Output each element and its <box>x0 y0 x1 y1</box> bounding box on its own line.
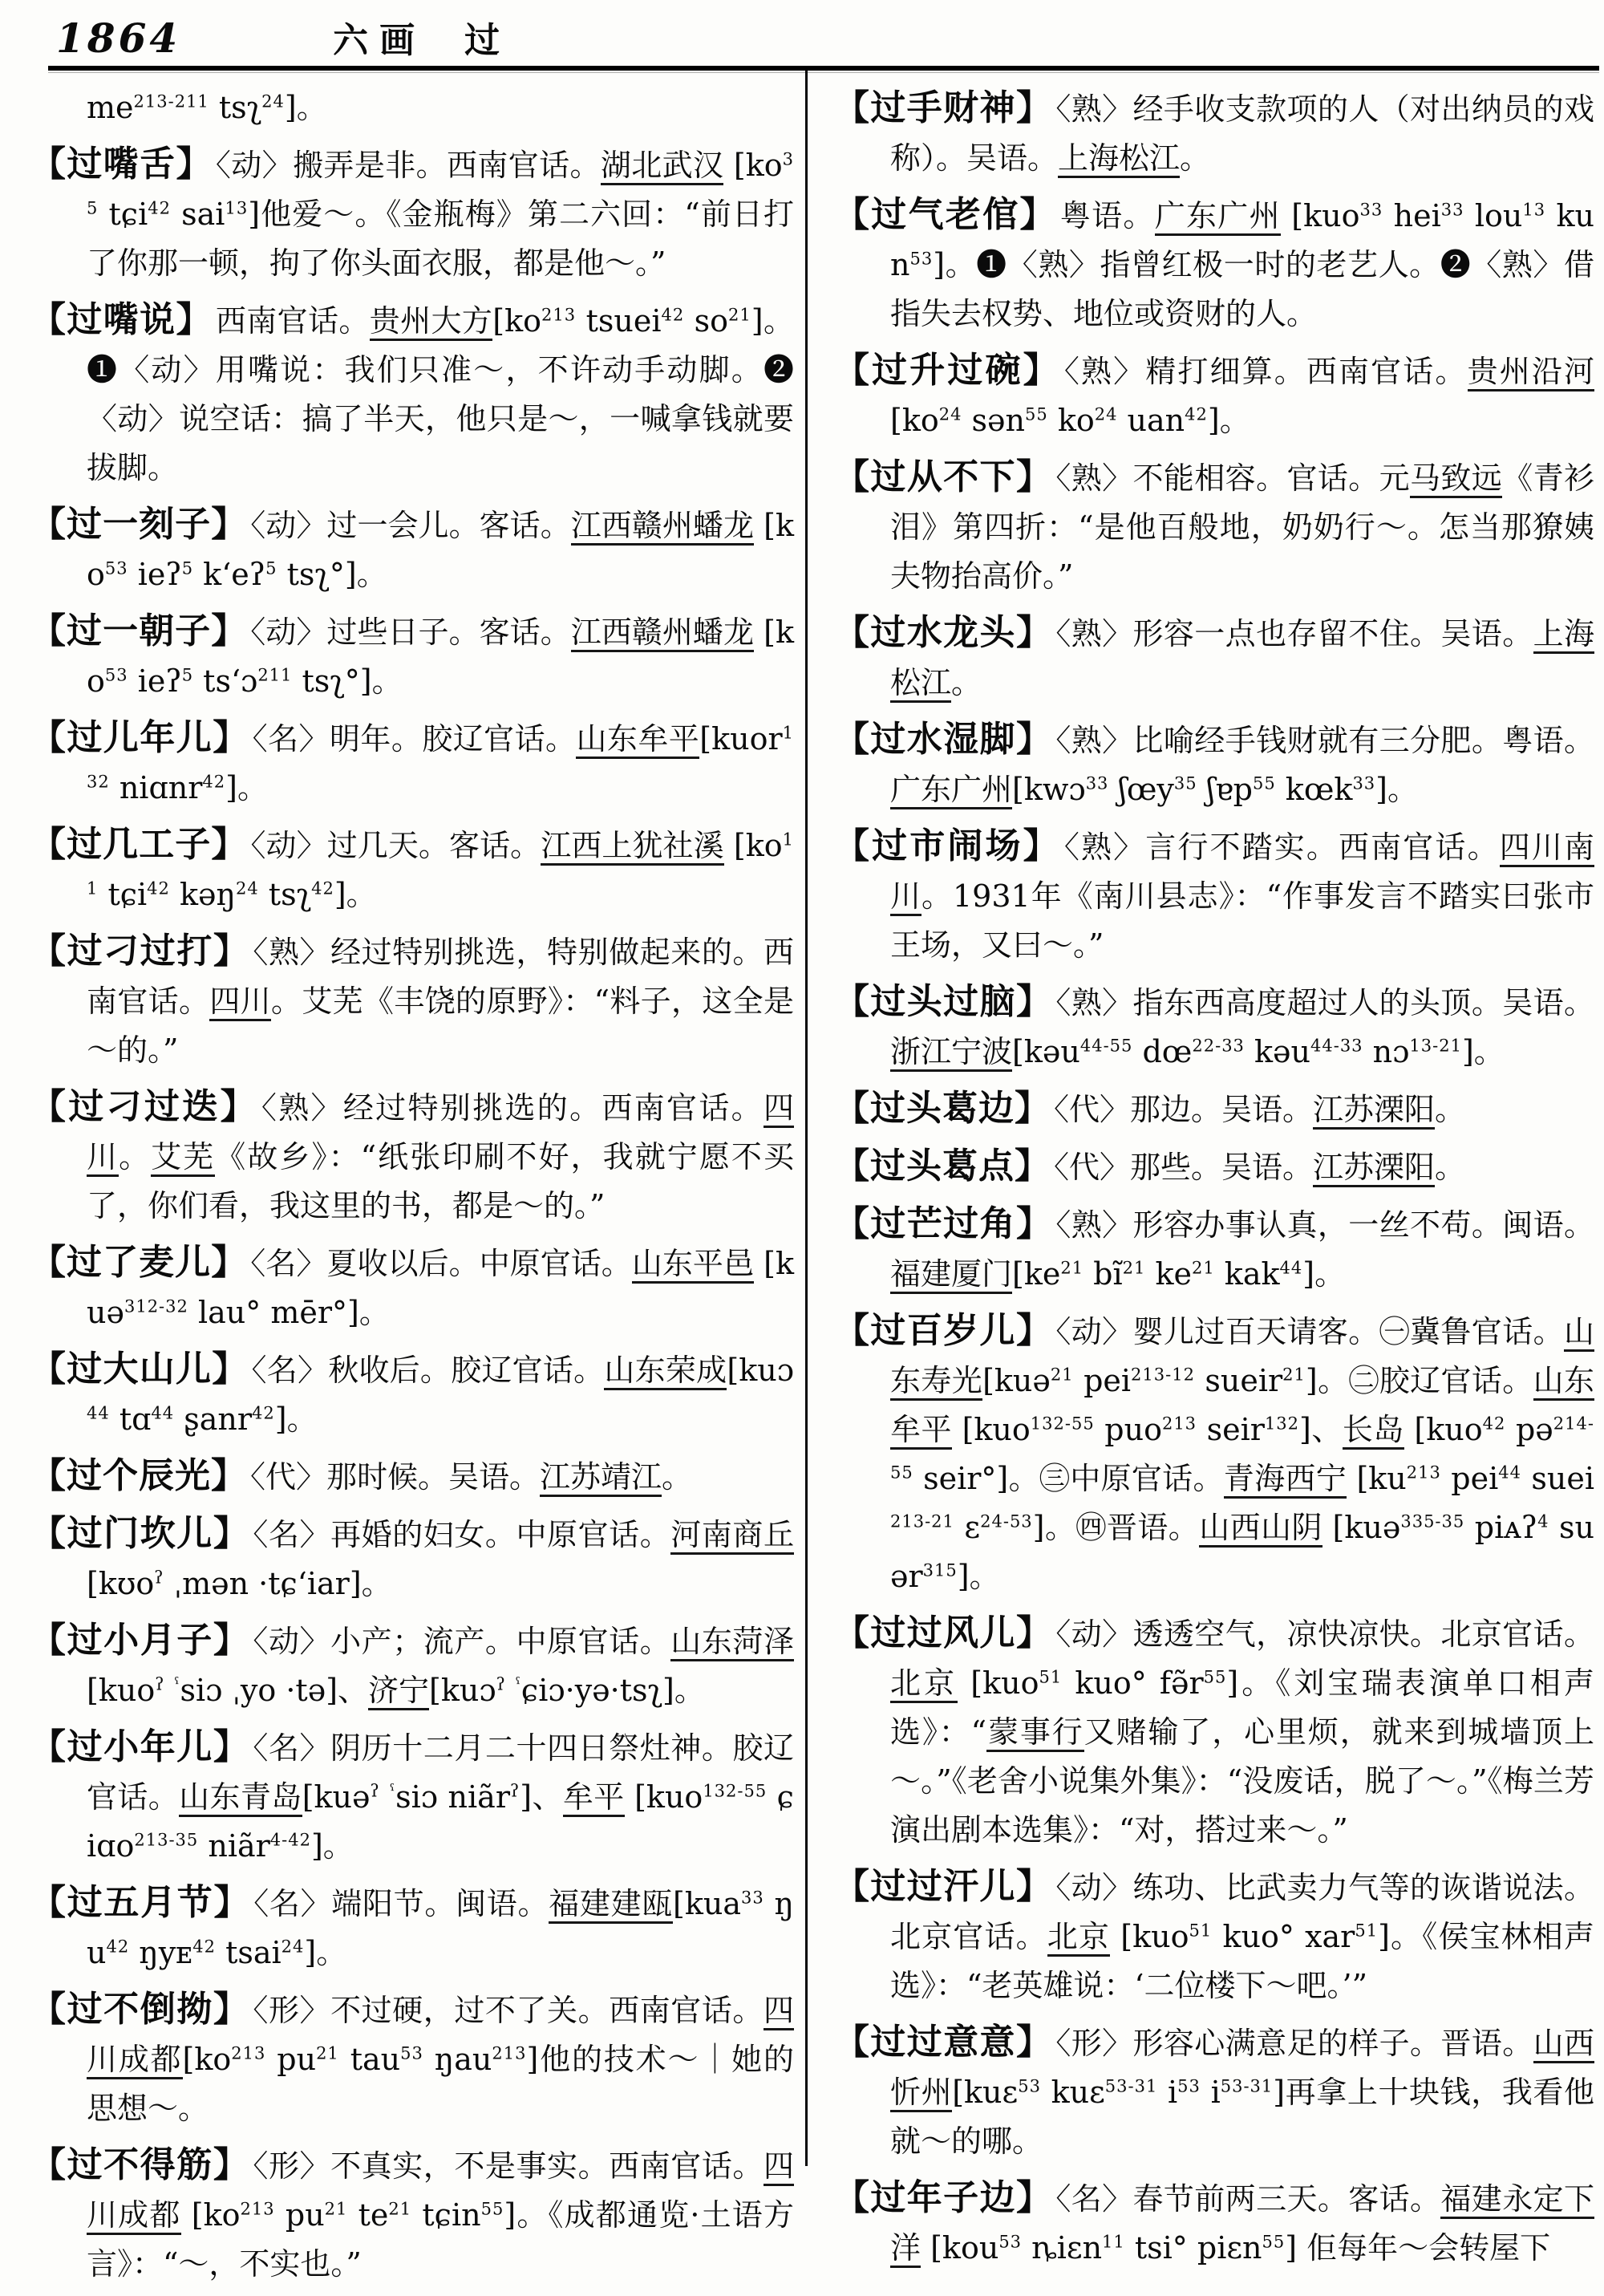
dictionary-entry <box>30 500 794 599</box>
entry-headword: 【过嘴说】 <box>30 299 213 340</box>
entry-headword: 【过水湿脚】 <box>834 719 1053 760</box>
entry-body: 〈代〉那些。吴语。江苏溧阳。 <box>1054 1150 1465 1187</box>
entry-body: 〈名〉春节前两三天。客话。福建永定下洋 [kou$^{53}$ ȵiɛn$^{11}$ tsi° piɛn$^{55}$] 佢每年～会转屋下 <box>890 2181 1594 2266</box>
tone-superscript: 213-211 <box>133 91 209 112</box>
dictionary-entry <box>30 1451 794 1502</box>
entry-body: 〈名〉端阳节。闽语。福建建瓯[kua$^{33}$ $ŋu^{42}$ ŋyᴇ$^{42}$ tsai$^{24}$]。 <box>87 1886 794 1970</box>
proper-noun-underline: 山东青岛 <box>179 1779 302 1817</box>
tone-superscript: 4 <box>1537 1511 1549 1531</box>
page-number: 1864 <box>56 14 181 62</box>
proper-noun-underline: 四川南川 <box>890 830 1594 916</box>
tone-superscript: 55 <box>1025 404 1048 424</box>
entry-body: 〈代〉那边。吴语。江苏溧阳。 <box>1054 1092 1465 1130</box>
proper-noun-underline: 四川成都 <box>87 1993 794 2079</box>
proper-noun-underline: 江苏靖江 <box>540 1459 662 1497</box>
tone-superscript: 213 <box>1406 1462 1441 1483</box>
tone-superscript: 33 <box>1359 200 1383 220</box>
proper-noun-underline: 四川 <box>87 1090 794 1177</box>
section-label: 六画 <box>333 20 427 61</box>
entry-body: 〈动〉过些日子。客话。江西赣州蟠龙 [$ko^{53}$ ieʔ$^5$ ts‘ɔ$^{211}$ tsʅ°]。 <box>87 615 794 699</box>
tone-superscript: 42 <box>106 1937 130 1957</box>
tone-superscript: 53 <box>1177 2076 1201 2096</box>
proper-noun-underline: 山东平邑 <box>632 1246 754 1284</box>
entry-body: 〈名〉再婚的妇女。中原官话。河南商丘 [kʊo$^ʔ$ ˌmən ·tɕ‘iar]。 <box>87 1517 794 1601</box>
tone-superscript: 21 <box>1191 1258 1215 1278</box>
tone-superscript: 53 <box>104 665 128 685</box>
tone-superscript: 132 <box>87 723 794 792</box>
dictionary-entry <box>30 606 794 706</box>
entry-headword: 【过过风儿】 <box>834 1612 1053 1653</box>
tone-superscript: 213 <box>231 2043 266 2063</box>
entry-body: 〈名〉明年。胶辽官话。山东牟平[kuor$^{132}$ niɑnr$^{42}$]。 <box>87 721 794 805</box>
dictionary-entry <box>834 1608 1594 1855</box>
tone-superscript: ˤ <box>516 1674 521 1694</box>
proper-noun-underline: 长岛 <box>1343 1412 1404 1450</box>
tone-superscript: 53 <box>909 249 934 269</box>
tone-superscript: 132 <box>1264 1414 1300 1434</box>
entry-body: 〈名〉夏收以后。中原官话。山东平邑 [kuə$^{312-32}$ lau° mēr°]。 <box>87 1246 794 1330</box>
tone-superscript: 21 <box>324 2199 348 2219</box>
left-column <box>30 83 794 2296</box>
dictionary-entry <box>30 1616 794 1715</box>
tone-superscript: 24-53 <box>980 1511 1033 1531</box>
tone-superscript: 5 <box>181 558 194 578</box>
dictionary-entry <box>834 977 1594 1077</box>
dictionary-entry <box>834 83 1594 183</box>
entry-headword: 【过气老倌】 <box>834 194 1057 235</box>
entry-headword: 【过大山儿】 <box>30 1349 249 1389</box>
tone-superscript: 213-35 <box>134 1830 199 1850</box>
tone-superscript: 55 <box>1252 773 1276 793</box>
entry-headword: 【过从不下】 <box>834 456 1053 497</box>
proper-noun-underline: 山东牟平 <box>890 1363 1594 1450</box>
entry-body: 〈动〉搬弄是非。西南官话。湖北武汉 [$ko^{35}$ tɕi$^{42}$ sai$^{13}$]他爱～。《金瓶梅》第二六回：“前日打了你那一顿，拘了你头面衣服，都是他～。” <box>87 148 794 281</box>
dictionary-entry <box>834 1199 1594 1299</box>
tone-superscript: 53-31 <box>1104 2076 1158 2096</box>
tone-superscript: 55 <box>1262 2232 1286 2252</box>
proper-noun-underline: 青海西宁 <box>1224 1461 1347 1499</box>
entry-headword: 【过了麦儿】 <box>30 1242 248 1283</box>
entry-body: 〈熟〉比喻经手钱财就有三分肥。粤语。广东广州[kwɔ$^{33}$ ʃœy$^{35}$ ʃɐp$^{55}$ kœk$^{33}$]。 <box>890 723 1594 807</box>
tone-superscript: 5 <box>265 558 277 578</box>
dictionary-entry <box>30 1345 794 1444</box>
tone-superscript: 132-55 <box>1030 1414 1095 1434</box>
tone-superscript: 21 <box>316 2043 339 2063</box>
entry-headword: 【过刁过迭】 <box>30 1086 258 1127</box>
tone-superscript: 213 <box>240 2199 275 2219</box>
tone-superscript: 53 <box>400 2043 423 2063</box>
tone-superscript: 211 <box>257 665 293 685</box>
proper-noun-underline: 福建厦门 <box>890 1256 1012 1294</box>
dictionary-entry <box>30 820 794 919</box>
proper-noun-underline: 山东寿光 <box>890 1314 1594 1401</box>
entry-body: 〈动〉婴儿过百天请客。㊀冀鲁官话。山东寿光[kuə$^{21}$ pei$^{213-12}$ sueir$^{21}$]。㊁胶辽官话。山东牟平 [kuo$^{132-55}$ puo$^{213}$ seir$^{132}$]、长岛 [kuo$^{42}$ pə$^{214-55}$ seir°]。㊂中原官话。青海西宁 [$ku^{213}$ pei$^{44}$ suei$^{213-21}$ ɛ$^{24-53}$]。㊃晋语。山西山阴 [kuə$^{335-35}$ piᴀʔ$^4$ suər$^{315}$]。 <box>890 1314 1595 1594</box>
proper-noun-underline: 济宁 <box>368 1673 429 1710</box>
tone-superscript: 44 <box>151 1403 175 1423</box>
tone-superscript: 24 <box>261 91 285 112</box>
entry-headword: 【过一朝子】 <box>30 611 248 651</box>
section-character: 过 <box>464 20 500 61</box>
tone-superscript: 21 <box>388 2199 412 2219</box>
dictionary-entry <box>834 715 1594 814</box>
proper-noun-underline: 江西赣州蟠龙 <box>571 508 754 546</box>
entry-headword: 【过五月节】 <box>30 1882 251 1923</box>
proper-noun-underline: 山西山阴 <box>1199 1510 1322 1548</box>
tone-superscript: 33 <box>1085 773 1109 793</box>
right-column <box>834 83 1594 2280</box>
dictionary-entry <box>30 1985 794 2133</box>
tone-superscript: 33 <box>741 1888 764 1908</box>
tone-superscript: 21 <box>1050 1365 1074 1385</box>
entry-headword: 【过一刻子】 <box>30 504 248 545</box>
proper-noun-underline: 上海松江 <box>890 616 1594 703</box>
dictionary-entry <box>30 140 794 288</box>
proper-noun-underline: 广东广州 <box>890 772 1012 809</box>
tone-superscript: 33 <box>1352 773 1376 793</box>
tone-superscript: 21 <box>1060 1258 1084 1278</box>
entry-body: 〈名〉秋收后。胶辽官话。山东荣成[kuɔ$^{44}$ tɑ$^{44}$ ʂanr$^{42}$]。 <box>87 1353 794 1437</box>
dictionary-entry <box>834 346 1594 445</box>
entry-headword: 【过芒过角】 <box>834 1203 1053 1244</box>
entry-body: 〈代〉那时候。吴语。江苏靖江。 <box>250 1459 692 1497</box>
proper-noun-underline: 福建建瓯 <box>549 1886 673 1924</box>
tone-superscript: 4-42 <box>269 1830 311 1850</box>
tone-superscript: 24 <box>1094 404 1118 424</box>
tone-superscript: 42 <box>192 1937 216 1957</box>
entry-headword: 【过不倒拗】 <box>30 1989 250 2030</box>
proper-noun-underline: 河南商丘 <box>670 1517 794 1555</box>
tone-superscript: 42 <box>1185 404 1208 424</box>
proper-noun-underline: 牟平 <box>563 1779 625 1817</box>
tone-superscript: ʔ <box>370 1781 380 1801</box>
proper-noun-underline: 江西上犹社溪 <box>541 828 723 866</box>
tone-superscript: 132-55 <box>703 1781 768 1801</box>
tone-superscript: 213 <box>541 305 577 325</box>
proper-noun-underline: 江苏溧阳 <box>1313 1150 1435 1187</box>
proper-noun-underline: 山东菏泽 <box>670 1624 794 1661</box>
entry-headword: 【过个辰光】 <box>30 1455 247 1496</box>
tone-superscript: 13-21 <box>1409 1036 1462 1056</box>
tone-superscript: 33 <box>1440 200 1464 220</box>
proper-noun-underline: 山东牟平 <box>576 721 699 759</box>
tone-superscript: 44-55 <box>1079 1036 1133 1056</box>
tone-superscript: 42 <box>252 1403 275 1423</box>
proper-noun-underline: 北京 <box>1047 1919 1110 1957</box>
entry-body: 〈熟〉经过特别挑选的。西南官话。四川。艾芜《故乡》：“纸张印刷不好，我就宁愿不买了，你们看，我这里的书，都是～的。” <box>87 1090 794 1223</box>
entry-body: 〈形〉不真实，不是事实。西南官话。四川成都 [$ko^{213}$ $pu^{21}$ $te^{21}$ tɕin$^{55}$]。《成都通览·土语方言》：“～，不实也。” <box>87 2148 794 2282</box>
tone-superscript: 24 <box>938 404 962 424</box>
dictionary-entry <box>834 821 1594 970</box>
entry-body: 粤语。广东广州 [kuo$^{33}$ hei$^{33}$ lou$^{13}$ kun$^{53}$]。❶〈熟〉指曾红极一时的老艺人。❷〈熟〉借指失去权势、地位或资财的人。 <box>890 198 1594 331</box>
header-rule <box>48 66 1599 71</box>
entry-headword: 【过过汗儿】 <box>834 1866 1053 1907</box>
tone-superscript: 53-31 <box>1220 2076 1274 2096</box>
dictionary-entry <box>834 1142 1594 1192</box>
proper-noun-underline: 山西忻州 <box>890 2026 1594 2112</box>
tone-superscript: 21 <box>1122 1258 1146 1278</box>
entry-headword: 【过儿年儿】 <box>30 717 249 758</box>
tone-superscript: 312-32 <box>124 1296 188 1316</box>
tone-superscript: ʔ <box>510 1781 520 1801</box>
dictionary-entry <box>834 452 1594 601</box>
dictionary-entry <box>30 2140 794 2289</box>
proper-noun-underline: 蒙事行 <box>986 1714 1084 1752</box>
tone-superscript: 213 <box>492 2043 527 2063</box>
tone-superscript: 44 <box>1279 1258 1303 1278</box>
dictionary-entry <box>834 1084 1594 1134</box>
entry-body: 〈熟〉精打细算。西南官话。贵州沿河 [$ko^{24}$ sən$^{55}$ $ko^{24}$ uan$^{42}$]。 <box>890 354 1594 438</box>
entry-headword: 【过头过脑】 <box>834 981 1053 1022</box>
entry-headword: 【过不得筋】 <box>30 2144 250 2185</box>
tone-superscript: 315 <box>922 1560 958 1580</box>
tone-superscript: ʔ <box>154 1568 164 1588</box>
page-header <box>56 11 500 63</box>
entry-body: 〈动〉透透空气，凉快凉快。北京官话。北京 [kuo$^{51}$ kuo° $fə̃r^{55}$]。《刘宝瑞表演单口相声选》：“蒙事行又赌输了，心里烦，就来到城墙顶上～。”《老舍小说集外集》：“没废话，脱了～。”《梅兰芳演出剧本选集》：“对，搭过来～。” <box>890 1617 1594 1848</box>
proper-noun-underline: 湖北武汉 <box>601 148 724 185</box>
tone-superscript: 44 <box>1498 1462 1521 1483</box>
entry-body: 〈熟〉不能相容。官话。元马致远《青衫泪》第四折：“是他百般地，奶奶行～。怎当那獠姨夫物抬高价。” <box>890 460 1594 594</box>
entry-headword: 【过刁过打】 <box>30 931 250 972</box>
tone-superscript: 11 <box>1102 2232 1125 2252</box>
tone-superscript: 55 <box>1203 1667 1227 1687</box>
tone-superscript: 213-21 <box>890 1511 954 1531</box>
dictionary-entry <box>30 1878 794 1978</box>
entry-headword: 【过几工子】 <box>30 824 248 865</box>
dictionary-entry <box>834 608 1594 708</box>
entry-headword: 【过嘴舌】 <box>30 144 213 185</box>
proper-noun-underline: 贵州大方 <box>370 303 493 341</box>
tone-superscript: 55 <box>480 2199 504 2219</box>
entry-body: 〈动〉过几天。客话。江西上犹社溪 [$ko^{11}$ tɕi$^{42}$ kəŋ$^{24}$ tsʅ$^{42}$]。 <box>87 828 794 912</box>
tone-superscript: 42 <box>147 878 170 899</box>
entry-body: 〈熟〉形容办事认真，一丝不苟。闽语。福建厦门[$ke^{21}$ $bĩ^{21}$ $ke^{21}$ kak$^{44}$]。 <box>890 1207 1594 1292</box>
dictionary-entry <box>834 190 1594 339</box>
proper-noun-underline: 四川 <box>209 984 271 1021</box>
proper-noun-underline: 马致远 <box>1410 460 1502 498</box>
entry-body: 西南官话。贵州大方[$ko^{213}$ tsuei$^{42}$ $so^{21}$]。❶〈动〉用嘴说：我们只准～，不许动手动脚。❷〈动〉说空话：搞了半天，他只是～，一喊拿钱就要拔脚。 <box>87 303 794 485</box>
dictionary-entry <box>30 1082 794 1231</box>
tone-superscript: 42 <box>661 305 685 325</box>
entry-body: 〈动〉小产；流产。中原官话。山东菏泽 [kuo$^ʔ$ $^ˤ$siɔ ˌyo ·tə]、济宁[kuɔ$^ʔ$ $^ˤ$ɕiɔ·yə·tsʅ]。 <box>87 1624 794 1708</box>
tone-superscript: 53 <box>998 2232 1023 2252</box>
entry-headword: 【过小年儿】 <box>30 1726 250 1767</box>
dictionary-entry <box>834 1862 1594 2010</box>
proper-noun-underline: 福建永定下洋 <box>890 2181 1594 2268</box>
tone-superscript: 24 <box>235 878 259 899</box>
tone-superscript: 21 <box>728 305 751 325</box>
entry-headword: 【过过意意】 <box>834 2022 1053 2063</box>
tone-superscript: 42 <box>311 878 334 899</box>
dictionary-entry <box>30 927 794 1075</box>
tone-superscript: 53 <box>1018 2076 1041 2096</box>
entry-headword: 【过市闹场】 <box>834 826 1061 866</box>
tone-superscript: 13 <box>225 198 249 218</box>
entry-headword: 【过年子边】 <box>834 2177 1053 2218</box>
entry-headword: 【过升过碗】 <box>834 350 1061 391</box>
proper-noun-underline: 北京 <box>890 1665 958 1703</box>
entry-continuation <box>30 83 794 132</box>
proper-noun-underline: 四川成都 <box>87 2148 794 2235</box>
entry-headword: 【过百岁儿】 <box>834 1310 1053 1351</box>
tone-superscript: 42 <box>148 198 171 218</box>
dictionary-entry <box>834 2173 1594 2273</box>
proper-noun-underline: 江西赣州蟠龙 <box>571 615 754 652</box>
tone-superscript: 214-55 <box>890 1414 1594 1483</box>
tone-superscript: 44 <box>87 1403 110 1423</box>
entry-headword: 【过头葛边】 <box>834 1088 1051 1129</box>
dictionary-entry <box>834 2018 1594 2166</box>
tone-superscript: 213-12 <box>1131 1365 1195 1385</box>
tone-superscript: 13 <box>1522 200 1546 220</box>
proper-noun-underline: 艾芜 <box>151 1139 215 1177</box>
tone-superscript: 53 <box>104 558 128 578</box>
proper-noun-underline: 广东广州 <box>1155 198 1281 236</box>
entry-headword: 【过水龙头】 <box>834 612 1053 653</box>
tone-superscript: 35 <box>87 149 794 218</box>
tone-superscript: ˤ <box>390 1781 396 1801</box>
entry-body: 〈熟〉经过特别挑选，特别做起来的。西南官话。四川。艾芜《丰饶的原野》：“料子，这全是～的。” <box>87 935 794 1068</box>
dictionary-entry <box>30 295 794 493</box>
tone-superscript: 24 <box>281 1937 305 1957</box>
dictionary-entry <box>30 1238 794 1337</box>
entry-body: 〈动〉过一会儿。客话。江西赣州蟠龙 [$ko^{53}$ ieʔ$^5$ k‘eʔ$^5$ tsʅ°]。 <box>87 508 794 592</box>
entry-headword: 【过小月子】 <box>30 1620 250 1661</box>
tone-superscript: 42 <box>1482 1414 1506 1434</box>
tone-superscript: 213 <box>1161 1414 1197 1434</box>
dictionary-entry <box>834 1306 1594 1601</box>
tone-superscript: 42 <box>202 772 226 792</box>
tone-superscript: 51 <box>1189 1921 1213 1941</box>
tone-superscript: 35 <box>1173 773 1197 793</box>
tone-superscript: 11 <box>87 830 794 899</box>
entry-body: 〈熟〉言行不踏实。西南官话。四川南川。1931年《南川县志》：“作事发言不踏实曰张市王场，又曰～。” <box>890 830 1594 963</box>
entry-body: 〈熟〉形容一点也存留不住。吴语。上海松江。 <box>890 616 1594 703</box>
entry-body: 〈熟〉经手收支款项的人（对出纳员的戏称）。吴语。上海松江。 <box>890 91 1594 178</box>
tone-superscript: ˤ <box>174 1674 180 1694</box>
tone-superscript: ʔ <box>155 1674 165 1694</box>
entry-body: 〈形〉形容心满意足的样子。晋语。山西忻州[kuɛ$^{53}$ kuɛ$^{53-31}$ $i^{53}$ $i^{53-31}$]再拿上十块钱，我看他就～的哪。 <box>890 2026 1595 2159</box>
tone-superscript: 5 <box>181 665 194 685</box>
proper-noun-underline: 贵州沿河 <box>1468 354 1594 391</box>
tone-superscript: 21 <box>1282 1365 1306 1385</box>
tone-superscript: ʔ <box>496 1674 506 1694</box>
tone-superscript: 44-33 <box>1310 1036 1363 1056</box>
tone-superscript: 51 <box>1355 1921 1379 1941</box>
entry-body: 〈形〉不过硬，过不了关。西南官话。四川成都[$ko^{213}$ $pu^{21}$ tau$^{53}$ ŋau$^{213}$]他的技术～｜她的思想～。 <box>87 1993 794 2126</box>
entry-body: 〈熟〉指东西高度超过人的头顶。吴语。浙江宁波[kəu$^{44-55}$ $dœ^{22-33}$ kəu$^{44-33}$ nɔ$^{13-21}$]。 <box>890 985 1594 1069</box>
dictionary-entry <box>30 1509 794 1608</box>
entry-headword: 【过门坎儿】 <box>30 1513 250 1554</box>
dictionary-entry <box>30 713 794 813</box>
entry-headword: 【过头葛点】 <box>834 1146 1051 1187</box>
tone-superscript: 22-33 <box>1192 1036 1245 1056</box>
proper-noun-underline: 上海松江 <box>1058 140 1180 178</box>
proper-noun-underline: 江苏溧阳 <box>1313 1092 1435 1130</box>
column-divider <box>805 71 808 2166</box>
tone-superscript: 51 <box>1039 1667 1063 1687</box>
tone-superscript: 335-35 <box>1400 1511 1465 1531</box>
entry-body: 〈名〉阴历十二月二十四日祭灶神。胶辽官话。山东青岛[kuə$^ʔ$ $^ˤ$siɔ niãr$^ʔ$]、牟平 [kuo$^{132-55}$ ɕiɑo$^{213-35}$ niãr$^{4-42}$]。 <box>87 1730 794 1864</box>
dictionary-entry <box>30 1722 794 1871</box>
entry-headword: 【过手财神】 <box>834 87 1053 128</box>
entry-body: 〈动〉练功、比武卖力气等的诙谐说法。北京官话。北京 [kuo$^{51}$ kuo° xar$^{51}$]。《侯宝林相声选》：“老英雄说：‘二位楼下～吧。’” <box>890 1870 1594 2003</box>
proper-noun-underline: 山东荣成 <box>604 1353 727 1390</box>
entry-body: $me^{213-211}$ tsʅ$^{24}$]。 <box>87 90 327 125</box>
proper-noun-underline: 浙江宁波 <box>890 1034 1012 1072</box>
